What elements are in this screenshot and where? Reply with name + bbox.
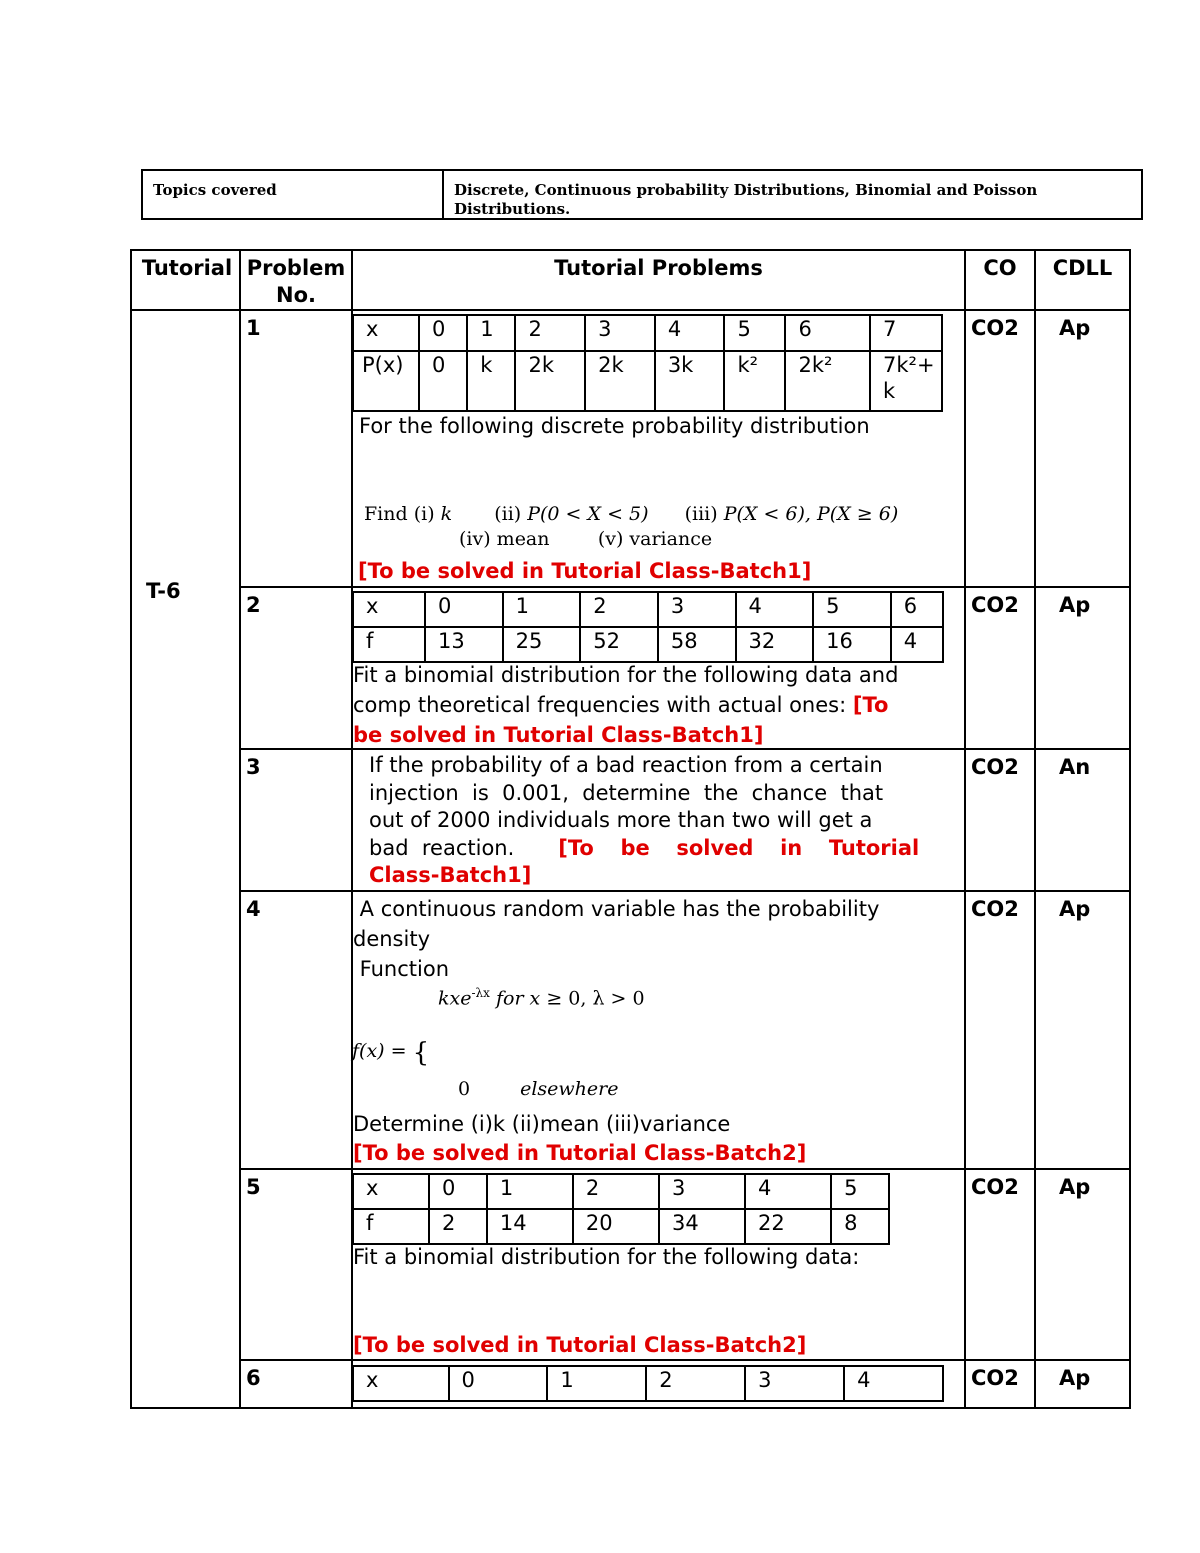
problem-1-note: [To be solved in Tutorial Class-Batch1]: [358, 559, 812, 583]
table-cell: x: [353, 592, 425, 627]
problem-5-co: CO2: [971, 1175, 1019, 1199]
table-cell: f: [353, 1209, 429, 1244]
table-row: [353, 1209, 889, 1244]
problem-4-determine: Determine (i)k (ii)mean (iii)variance: [353, 1112, 731, 1136]
tutorial-id: T-6: [146, 579, 181, 603]
problem-4-function-line1: kxe$^{-\lambda x}$ for x ≥ 0, λ > 0: [438, 986, 645, 1010]
problem-5-table: [352, 1173, 890, 1245]
table-cell: 4: [655, 315, 725, 351]
header-tutorial: Tutorial: [141, 256, 233, 280]
table-row: [353, 315, 942, 351]
table-cell: 5: [831, 1174, 889, 1209]
table-cell: 6: [891, 592, 943, 627]
table-cell: 16: [813, 627, 891, 662]
table-cell: k²: [724, 351, 785, 411]
problem-1-table: [352, 314, 943, 412]
problem-1-text: For the following discrete probability distribution: [359, 414, 870, 438]
table-cell: k: [467, 351, 515, 411]
table-cell: 5: [724, 315, 785, 351]
table-cell: 22: [745, 1209, 831, 1244]
problem-5-note: [To be solved in Tutorial Class-Batch2]: [353, 1333, 807, 1357]
table-row: [353, 351, 942, 411]
problem-1-number: 1: [246, 316, 261, 340]
table-cell: 25: [503, 627, 581, 662]
topics-label: Topics covered: [143, 171, 444, 218]
problem-3-level: An: [1059, 755, 1091, 779]
problem-6-co: CO2: [971, 1366, 1019, 1390]
table-cell: 2: [580, 592, 658, 627]
table-cell: 2: [429, 1209, 487, 1244]
table-cell: 8: [831, 1209, 889, 1244]
table-row: [353, 592, 943, 627]
problem-4-co: CO2: [971, 897, 1019, 921]
table-cell: 7k²+ k: [870, 351, 942, 411]
table-cell: 1: [467, 315, 515, 351]
problem-1-find-line2: (iv) mean (v) variance: [459, 528, 713, 550]
problem-2-number: 2: [246, 593, 261, 617]
table-cell: 7: [870, 315, 942, 351]
table-cell: 3: [745, 1366, 844, 1401]
problem-5-level: Ap: [1059, 1175, 1091, 1199]
table-cell: 0: [425, 592, 503, 627]
problem-4-function-lhs: f(x) = {: [352, 1038, 430, 1068]
problem-2-level: Ap: [1059, 593, 1091, 617]
table-row: [353, 1366, 943, 1401]
problem-4-text: A continuous random variable has the probability density Function: [353, 897, 880, 981]
table-cell: P(x): [353, 351, 419, 411]
problem-6-number: 6: [246, 1366, 261, 1390]
table-cell: 3: [658, 592, 736, 627]
table-cell: 1: [487, 1174, 573, 1209]
table-cell: 2: [646, 1366, 745, 1401]
table-cell: x: [353, 315, 419, 351]
problem-6-level: Ap: [1059, 1366, 1091, 1390]
table-cell: 4: [745, 1174, 831, 1209]
table-cell: 2k²: [785, 351, 870, 411]
table-cell: 58: [658, 627, 736, 662]
table-cell: 2: [515, 315, 585, 351]
topics-value: Discrete, Continuous probability Distributions, Binomial and Poisson Distributions.: [454, 181, 1038, 218]
header-co: CO: [983, 256, 1017, 280]
table-cell: 3: [585, 315, 655, 351]
table-cell: f: [353, 627, 425, 662]
table-row: [353, 627, 943, 662]
problem-2-co: CO2: [971, 593, 1019, 617]
table-cell: 2k: [515, 351, 585, 411]
table-cell: 0: [449, 1366, 548, 1401]
table-cell: 52: [580, 627, 658, 662]
header-cdll: CDLL: [1052, 256, 1113, 280]
table-cell: x: [353, 1366, 449, 1401]
header-no-label: No.: [276, 283, 316, 307]
table-cell: 6: [785, 315, 870, 351]
problem-3-number: 3: [246, 755, 261, 779]
table-cell: 0: [429, 1174, 487, 1209]
header-problems: Tutorial Problems: [554, 256, 763, 280]
problem-2-text: Fit a binomial distribution for the following data and comp theoretical frequencies with actual ones: [To be solved in Tutorial Class-Batch1]: [353, 663, 899, 747]
table-row: [353, 1174, 889, 1209]
table-cell: 1: [503, 592, 581, 627]
problem-3-text: If the probability of a bad reaction from a certain injection is 0.001, determine the chance that out of 2000 individuals more than two will get a bad reaction. [To be solved in Tutorial Class-Batch1]: [369, 753, 920, 887]
problem-5-number: 5: [246, 1175, 261, 1199]
problem-6-table: [352, 1365, 944, 1402]
table-cell: 4: [891, 627, 943, 662]
header-problem-label: Problem: [246, 256, 346, 280]
tutorial-table: [130, 249, 1131, 1409]
table-cell: 0: [419, 351, 467, 411]
table-cell: 3k: [655, 351, 725, 411]
table-cell: 5: [813, 592, 891, 627]
problem-4-number: 4: [246, 897, 261, 921]
table-cell: 20: [573, 1209, 659, 1244]
table-cell: 2k: [585, 351, 655, 411]
table-cell: x: [353, 1174, 429, 1209]
table-cell: 14: [487, 1209, 573, 1244]
table-cell: 2: [573, 1174, 659, 1209]
topics-table: [141, 169, 1143, 220]
problem-1-level: Ap: [1059, 316, 1091, 340]
problem-3-co: CO2: [971, 755, 1019, 779]
table-cell: 1: [547, 1366, 646, 1401]
problem-1-co: CO2: [971, 316, 1019, 340]
table-cell: 13: [425, 627, 503, 662]
table-cell: 4: [736, 592, 814, 627]
table-cell: 4: [844, 1366, 943, 1401]
problem-1-find-line1: Find (i) k (ii) P(0 < X < 5) (iii) P(X < 6), P(X ≥ 6): [364, 503, 899, 525]
problem-5-text: Fit a binomial distribution for the following data:: [353, 1245, 860, 1269]
table-cell: 0: [419, 315, 467, 351]
problem-2-table: [352, 591, 944, 663]
problem-4-function-line2: 0 elsewhere: [458, 1078, 619, 1100]
table-cell: 32: [736, 627, 814, 662]
table-cell: 34: [659, 1209, 745, 1244]
problem-4-note: [To be solved in Tutorial Class-Batch2]: [353, 1141, 807, 1165]
table-cell: 3: [659, 1174, 745, 1209]
problem-4-level: Ap: [1059, 897, 1091, 921]
header-problem-no: [241, 255, 351, 309]
